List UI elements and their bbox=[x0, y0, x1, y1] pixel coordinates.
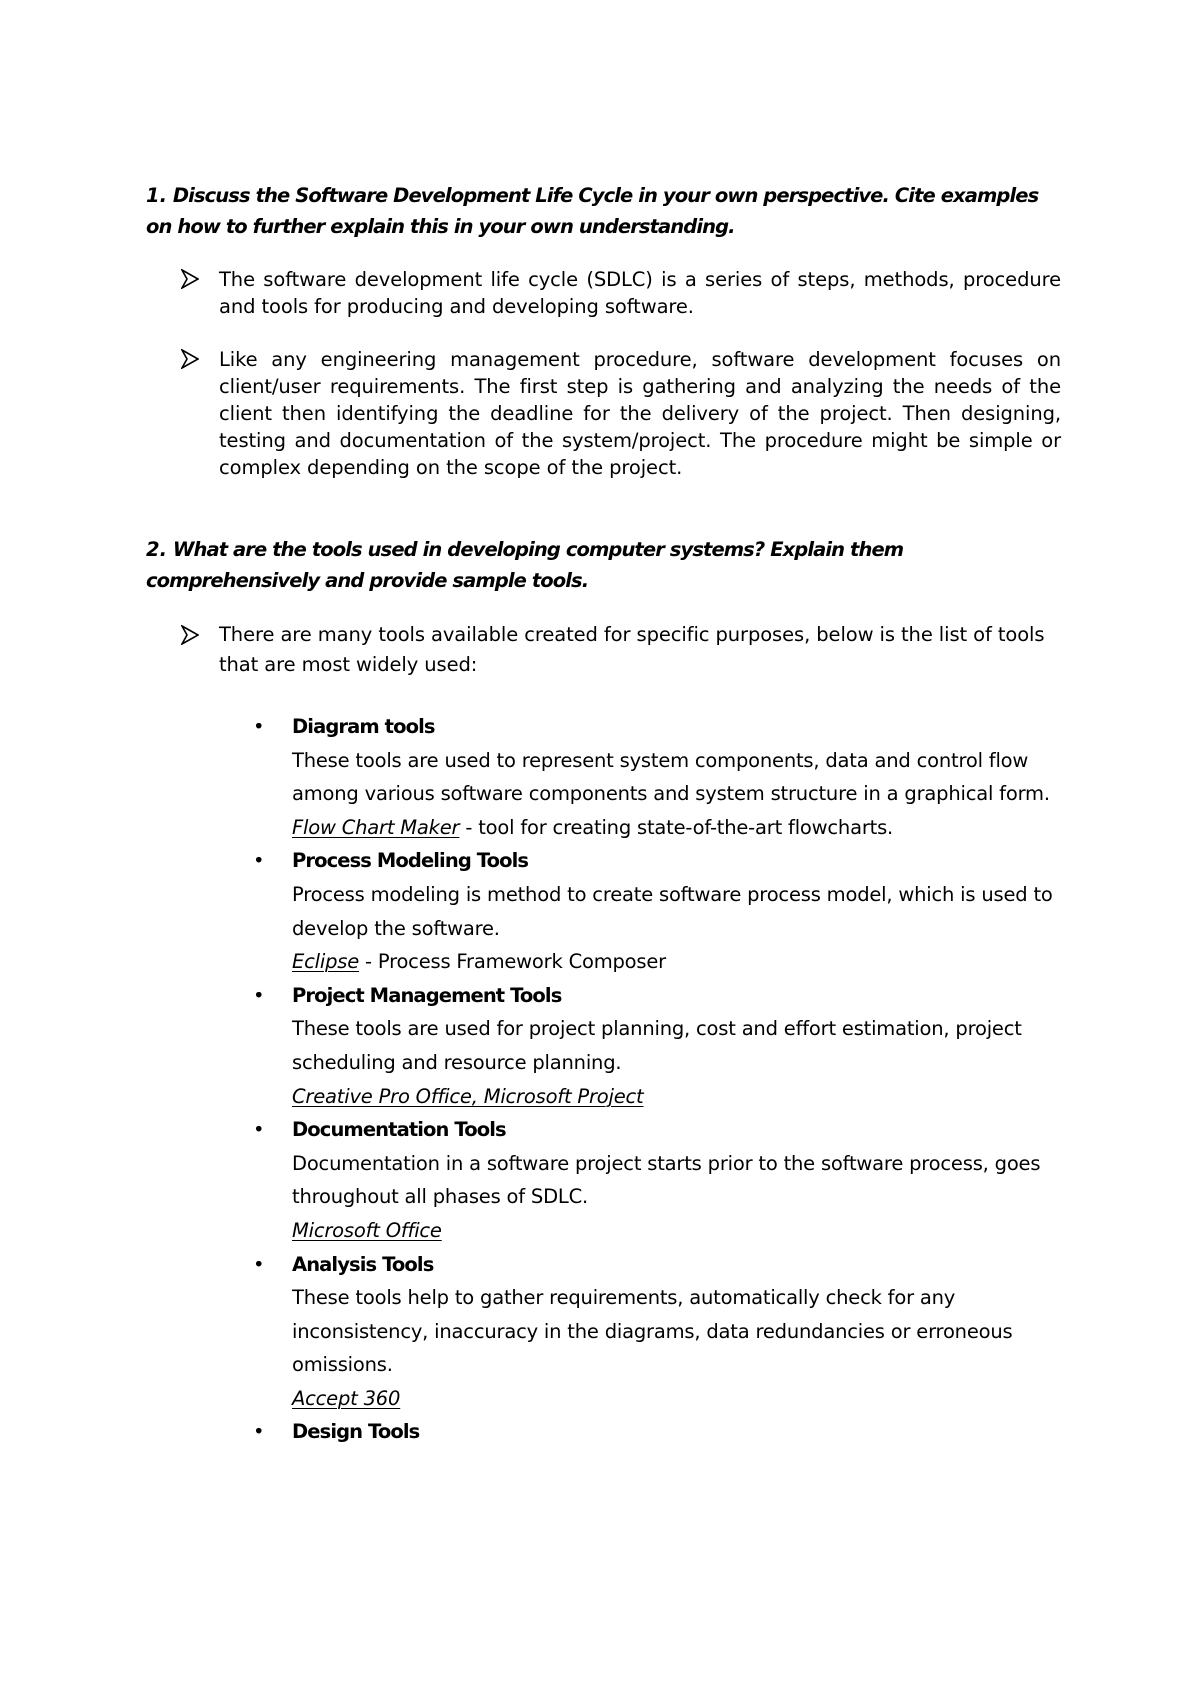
list-item bbox=[146, 1248, 1061, 1416]
bullet-icon: • bbox=[253, 983, 265, 1007]
arrow-bullet-icon bbox=[181, 625, 199, 645]
list-item bbox=[146, 844, 1061, 978]
tool-name: Project Management Tools bbox=[292, 983, 562, 1007]
answer-1-item-2-text: Like any engineering management procedure, software development focuses on client/user requirements. The first step is gathering and analyzing the needs of the client then identifying the deadline for the delivery of the project. Then designing, testing and documentation of the system/project. The procedure might be simple or complex depending on the scope of the project. bbox=[219, 348, 1061, 479]
bullet-icon: • bbox=[253, 1252, 265, 1276]
tool-example-line bbox=[292, 1214, 1062, 1248]
tool-example-note: - Process Framework Composer bbox=[359, 950, 666, 974]
list-item bbox=[146, 1415, 1061, 1449]
tool-description: These tools help to gather requirements, automatically check for any inconsistency, inaccuracy in the diagrams, data redundancies or erroneous omissions. bbox=[292, 1286, 1013, 1377]
answer-1-item-2 bbox=[146, 346, 1061, 481]
tool-name: Process Modeling Tools bbox=[292, 849, 529, 873]
bullet-icon: • bbox=[253, 715, 265, 738]
document-body bbox=[146, 180, 1061, 1449]
question-1-text: Discuss the Software Development Life Cycle in your own perspective. Cite examples on how to further explain this in your own understanding. bbox=[146, 184, 1039, 238]
tool-example-line bbox=[292, 1080, 1062, 1114]
tool-description: Process modeling is method to create software process model, which is used to develop the software. bbox=[292, 882, 1053, 940]
question-2-text: What are the tools used in developing computer systems? Explain them comprehensively and provide sample tools. bbox=[146, 538, 904, 592]
answer-2-intro-text: There are many tools available created for specific purposes, below is the list of tools that are most widely used: bbox=[219, 623, 1045, 676]
bullet-icon: • bbox=[253, 1420, 265, 1444]
tool-example: Microsoft Office bbox=[292, 1218, 442, 1242]
question-2 bbox=[146, 534, 1061, 596]
tool-example-note: - tool for creating state-of-the-art flowcharts. bbox=[459, 815, 894, 839]
tool-name: Diagram tools bbox=[292, 715, 435, 738]
tool-name: Design Tools bbox=[292, 1420, 420, 1444]
arrow-bullet-icon bbox=[181, 349, 199, 369]
answer-2-intro bbox=[146, 620, 1061, 680]
tool-name: Documentation Tools bbox=[292, 1118, 506, 1142]
tool-example: Flow Chart Maker bbox=[292, 815, 460, 839]
tool-example-line bbox=[292, 1382, 1062, 1416]
list-item bbox=[146, 1113, 1061, 1247]
tool-description: Documentation in a software project starts prior to the software process, goes throughout all phases of SDLC. bbox=[292, 1151, 1041, 1209]
question-1-number: 1. bbox=[146, 184, 167, 207]
tool-description: These tools are used for project planning, cost and effort estimation, project scheduling and resource planning. bbox=[292, 1017, 1022, 1074]
tool-example: Creative Pro Office, Microsoft Project bbox=[292, 1084, 644, 1108]
list-item bbox=[146, 710, 1061, 844]
answer-1-item-1 bbox=[146, 266, 1061, 320]
tool-example-line bbox=[292, 945, 1062, 979]
list-item bbox=[146, 979, 1061, 1113]
tools-list bbox=[146, 710, 1061, 1449]
tool-example-line bbox=[292, 811, 1062, 845]
tool-example: Eclipse bbox=[292, 950, 360, 974]
answer-1-item-1-text: The software development life cycle (SDLC) is a series of steps, methods, procedure and tools for producing and developing software. bbox=[219, 268, 1061, 318]
question-1 bbox=[146, 180, 1061, 242]
bullet-icon: • bbox=[253, 849, 265, 873]
tool-description: These tools are used to represent system components, data and control flow among various software components and system structure in a graphical form. bbox=[292, 748, 1050, 806]
question-2-number: 2. bbox=[146, 538, 167, 561]
tool-example: Accept 360 bbox=[292, 1386, 401, 1410]
arrow-bullet-icon bbox=[181, 269, 199, 289]
bullet-icon: • bbox=[253, 1118, 265, 1142]
tool-name: Analysis Tools bbox=[292, 1252, 434, 1276]
